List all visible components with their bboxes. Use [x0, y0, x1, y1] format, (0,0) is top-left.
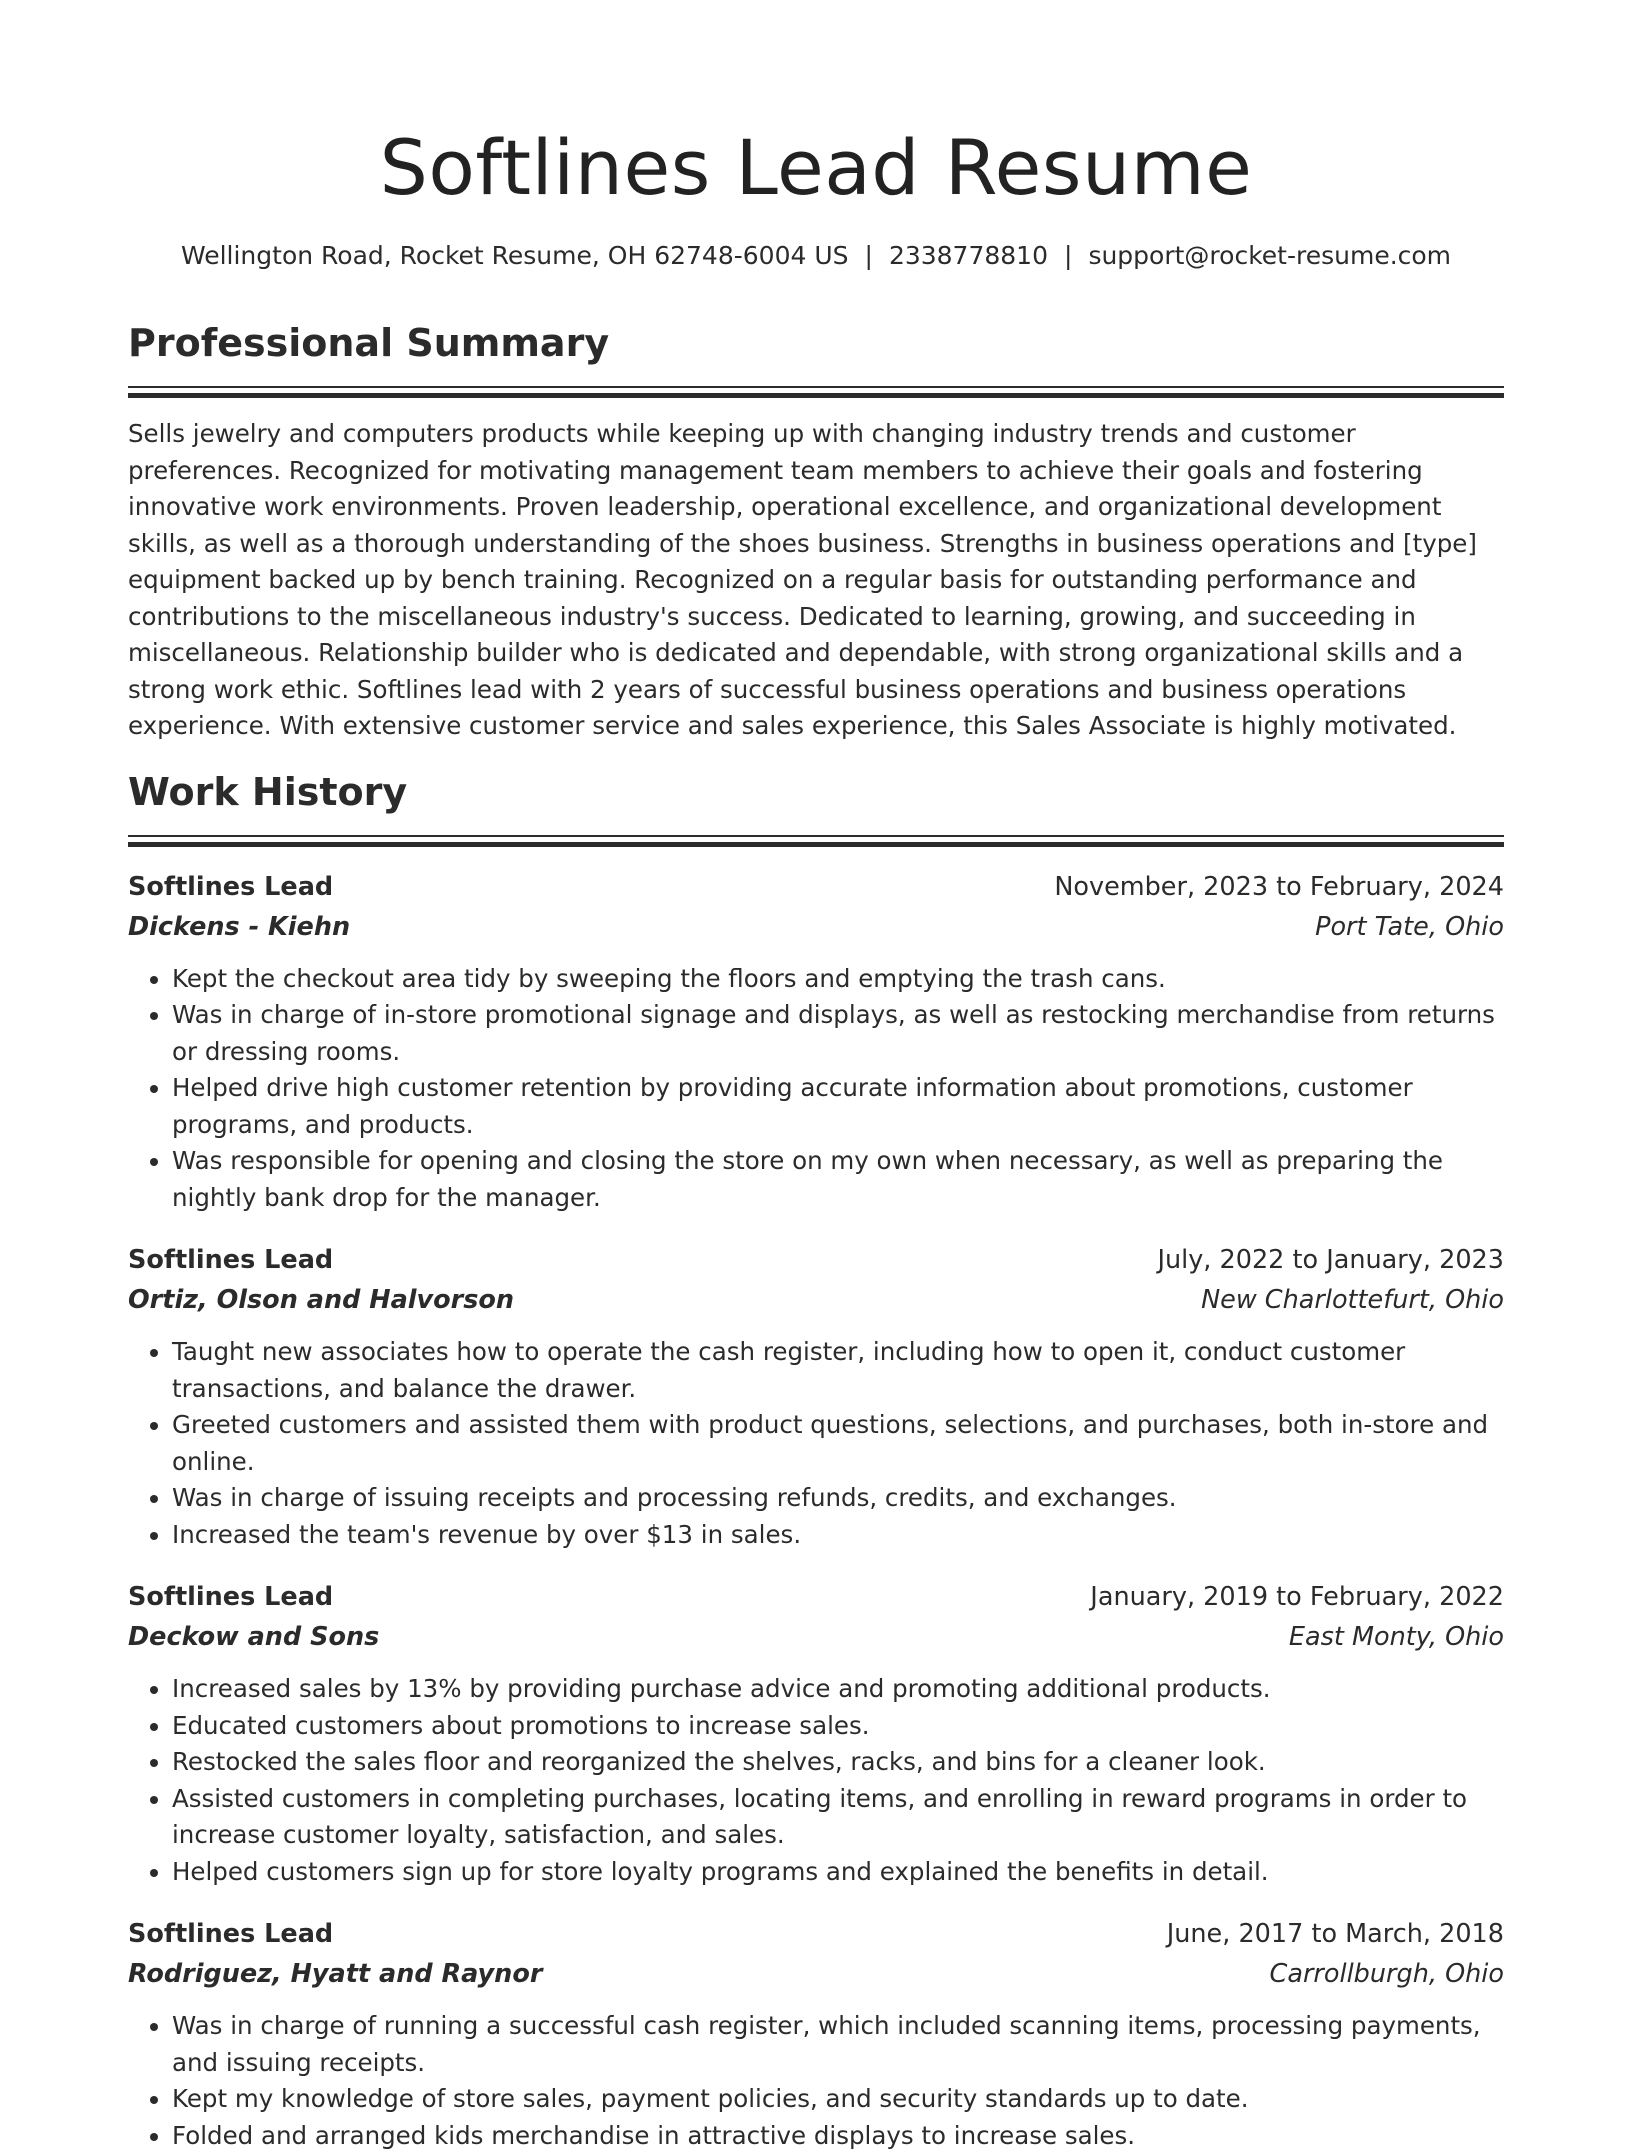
- page-title: Softlines Lead Resume: [0, 118, 1632, 218]
- bullet-item: • Greeted customers and assisted them with product questions, selections, and purchases, both in-store and online.: [172, 1407, 1504, 1480]
- phone: 2338778810: [889, 241, 1048, 270]
- job-list: [128, 867, 1504, 2154]
- job-entry: [128, 1914, 1504, 2154]
- separator: |: [1048, 241, 1088, 270]
- job-location: Port Tate, Ohio: [1315, 907, 1504, 947]
- job-dates: January, 2019 to February, 2022: [1090, 1577, 1504, 1617]
- company-name: Dickens - Kiehn: [128, 907, 350, 947]
- bullet-item: • Assisted customers in completing purchases, locating items, and enrolling in reward programs in order to increase customer loyalty, satisfaction, and sales.: [172, 1781, 1504, 1854]
- job-bullets: [128, 1671, 1504, 1890]
- bullet-item: • Helped drive high customer retention by providing accurate information about promotions, customer programs, and products.: [172, 1070, 1504, 1143]
- job-bullets: [128, 1334, 1504, 1553]
- job-header: [128, 1914, 1504, 1954]
- section-divider: [128, 835, 1504, 845]
- job-location: New Charlottefurt, Ohio: [1201, 1280, 1504, 1320]
- section-title-summary: Professional Summary: [128, 318, 1504, 368]
- bullet-item: • Kept the checkout area tidy by sweeping the floors and emptying the trash cans.: [172, 961, 1504, 998]
- job-subheader: [128, 1280, 1504, 1320]
- section-title-work-history: Work History: [128, 767, 1504, 817]
- bullet-item: • Kept my knowledge of store sales, payment policies, and security standards up to date.: [172, 2081, 1504, 2118]
- job-subheader: [128, 1617, 1504, 1657]
- job-entry: [128, 867, 1504, 1217]
- job-title: Softlines Lead: [128, 1240, 333, 1280]
- bullet-item: • Folded and arranged kids merchandise in attractive displays to increase sales.: [172, 2118, 1504, 2154]
- bullet-item: • Increased sales by 13% by providing purchase advice and promoting additional products.: [172, 1671, 1504, 1708]
- bullet-item: • Increased the team's revenue by over $13 in sales.: [172, 1517, 1504, 1554]
- job-header: [128, 1577, 1504, 1617]
- bullet-item: • Was in charge of in-store promotional signage and displays, as well as restocking merchandise from returns or dressing rooms.: [172, 997, 1504, 1070]
- job-entry: [128, 1240, 1504, 1553]
- company-name: Ortiz, Olson and Halvorson: [128, 1280, 514, 1320]
- separator: |: [849, 241, 889, 270]
- bullet-item: • Taught new associates how to operate the cash register, including how to open it, conduct customer transactions, and balance the drawer.: [172, 1334, 1504, 1407]
- address: Wellington Road, Rocket Resume, OH 62748-6004 US: [181, 241, 849, 270]
- job-dates: June, 2017 to March, 2018: [1167, 1914, 1504, 1954]
- job-dates: July, 2022 to January, 2023: [1157, 1240, 1504, 1280]
- bullet-item: • Helped customers sign up for store loyalty programs and explained the benefits in detail.: [172, 1854, 1504, 1891]
- bullet-item: • Educated customers about promotions to increase sales.: [172, 1708, 1504, 1745]
- job-header: [128, 1240, 1504, 1280]
- job-dates: November, 2023 to February, 2024: [1054, 867, 1504, 907]
- job-location: Carrollburgh, Ohio: [1270, 1954, 1504, 1994]
- bullet-item: • Was responsible for opening and closing the store on my own when necessary, as well as preparing the nightly bank drop for the manager.: [172, 1143, 1504, 1216]
- summary-text: Sells jewelry and computers products while keeping up with changing industry trends and customer preferences. Recognized for motivating management team members to achieve their goals and fostering innovative work environments. Proven leadership, operational excellence, and organizational development skills, as well as a thorough understanding of the shoes business. Strengths in business operations and [type] equipment backed up by bench training. Recognized on a regular basis for outstanding performance and contributions to the miscellaneous industry's success. Dedicated to learning, growing, and succeeding in miscellaneous. Relationship builder who is dedicated and dependable, with strong organizational skills and a strong work ethic. Softlines lead with 2 years of successful business operations and business operations experience. With extensive customer service and sales experience, this Sales Associate is highly motivated.: [128, 416, 1504, 745]
- resume-content: [128, 318, 1504, 2154]
- bullet-item: • Restocked the sales floor and reorganized the shelves, racks, and bins for a cleaner look.: [172, 1744, 1504, 1781]
- bullet-item: • Was in charge of issuing receipts and processing refunds, credits, and exchanges.: [172, 1480, 1504, 1517]
- bullet-item: • Was in charge of running a successful cash register, which included scanning items, processing payments, and issuing receipts.: [172, 2008, 1504, 2081]
- job-subheader: [128, 1954, 1504, 1994]
- job-title: Softlines Lead: [128, 1577, 333, 1617]
- job-title: Softlines Lead: [128, 1914, 333, 1954]
- job-entry: [128, 1577, 1504, 1890]
- job-location: East Monty, Ohio: [1289, 1617, 1504, 1657]
- job-title: Softlines Lead: [128, 867, 333, 907]
- company-name: Rodriguez, Hyatt and Raynor: [128, 1954, 542, 1994]
- job-header: [128, 867, 1504, 907]
- job-bullets: [128, 2008, 1504, 2154]
- email: support@rocket-resume.com: [1088, 241, 1451, 270]
- job-bullets: [128, 961, 1504, 1217]
- job-subheader: [128, 907, 1504, 947]
- company-name: Deckow and Sons: [128, 1617, 379, 1657]
- section-divider: [128, 386, 1504, 396]
- contact-line: [0, 238, 1632, 274]
